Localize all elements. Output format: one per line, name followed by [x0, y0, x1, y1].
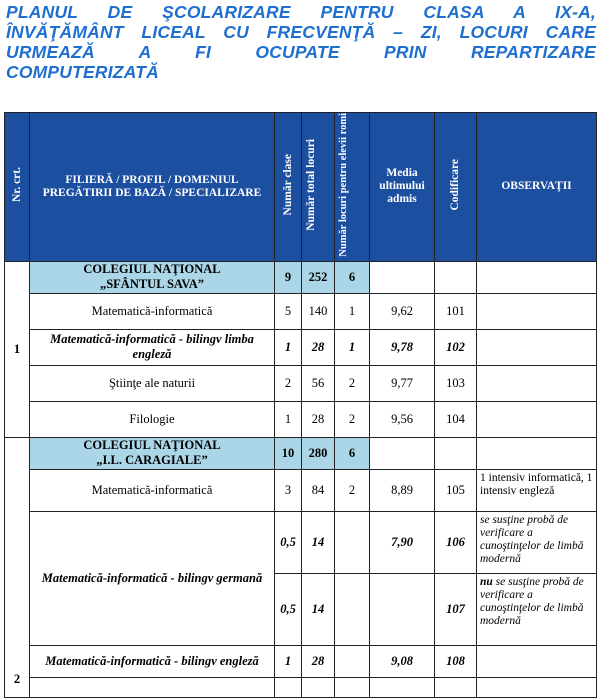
table-row: Filologie 1 28 2 9,56 104: [5, 401, 597, 437]
header-total: Număr total locuri: [302, 113, 335, 262]
header-clase: Număr clase: [275, 113, 302, 262]
table-row: 1 COLEGIUL NAŢIONAL „SFÂNTUL SAVA” 9 252 6: [5, 261, 597, 293]
school-name: COLEGIUL NAŢIONAL „I.L. CARAGIALE”: [30, 437, 275, 469]
title-line-4: COMPUTERIZATĂ: [6, 62, 159, 82]
table-row: Matematică-informatică - bilingv limba engleză 1 28 1 9,78 102: [5, 329, 597, 365]
table-row: [5, 677, 597, 697]
schooling-plan-table: [4, 112, 597, 698]
page-title: [6, 2, 596, 82]
title-line-1: PLANUL DE ŞCOLARIZARE PENTRU CLASA A IX-A,: [6, 2, 596, 22]
table-row: 2 COLEGIUL NAŢIONAL „I.L. CARAGIALE” 10 280 6: [5, 437, 597, 469]
table-row: Matematică-informatică 3 84 2 8,89 105 1 intensiv informatică, 1 intensiv engleză: [5, 469, 597, 511]
title-line-3: URMEAZĂ A FI OCUPATE PRIN REPARTIZARE: [6, 42, 596, 62]
table-row: Matematică-informatică 5 140 1 9,62 101: [5, 293, 597, 329]
header-media: Media ultimului admis: [370, 113, 435, 262]
school-name: COLEGIUL NAŢIONAL „SFÂNTUL SAVA”: [30, 261, 275, 293]
table-row: Ştiinţe ale naturii 2 56 2 9,77 103: [5, 365, 597, 401]
header-filiera: FILIERĂ / PROFIL / DOMENIUL PREGĂTIRII DE BAZĂ / SPECIALIZARE: [30, 113, 275, 262]
header-nr: Nr. crt.: [5, 113, 30, 262]
header-observatii: OBSERVAŢII: [477, 113, 597, 262]
table-row: 0,5 14 107 nu se susţine probă de verificare a cunoştinţelor de limbă modernă: [5, 573, 597, 645]
table-row: Matematică-informatică - bilingv germană 0,5 14 7,90 106 se susţine probă de verificare a cunoştinţelor de limbă modernă: [5, 511, 597, 573]
row-number: 1: [5, 261, 30, 437]
table-row: Matematică-informatică - bilingv engleză 1 28 9,08 108: [5, 645, 597, 677]
row-number: 2: [5, 437, 30, 697]
title-line-2: ÎNVĂŢĂMÂNT LICEAL CU FRECVENŢĂ – ZI, LOCURI CARE: [6, 22, 596, 42]
header-codificare: Codificare: [435, 113, 477, 262]
header-romi: Număr locuri pentru elevii romi: [335, 113, 370, 262]
